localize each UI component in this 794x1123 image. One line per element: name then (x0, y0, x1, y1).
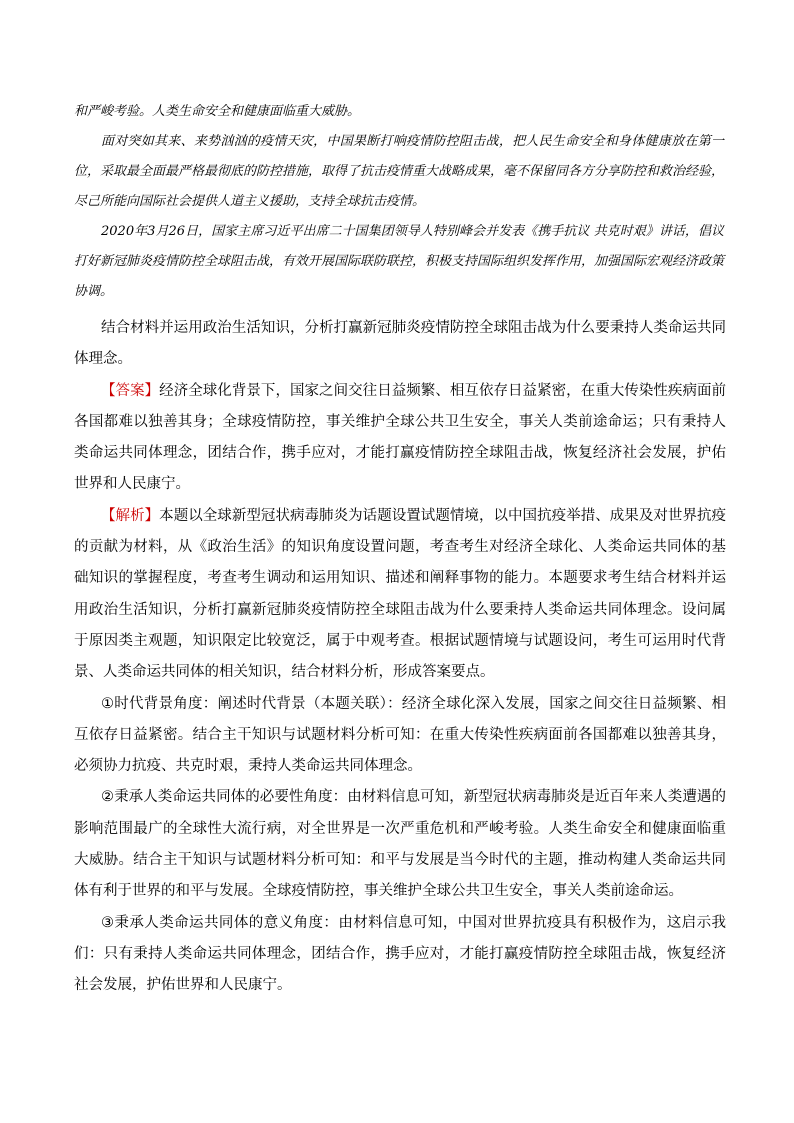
material-paragraph-2: 面对突如其来、来势汹汹的疫情天灾，中国果断打响疫情防控阻击战，把人民生命安全和身体健康放在第一位，采取最全面最严格最彻底的防控措施，取得了抗击疫情重大战略成果，毫不保留同各方分享防控和救治经验，尽己所能向国际社会提供人道主义援助，支持全球抗击疫情。 (74, 134, 725, 209)
material-block (74, 97, 724, 307)
analysis-tag: 【解析】 (101, 507, 160, 524)
answer-paragraph (74, 376, 726, 501)
answer-tag: 【答案】 (101, 382, 160, 399)
answer-text: 经济全球化背景下，国家之间交往日益频繁、相互依存日益紧密，在重大传染性疾病面前各国都难以独善其身；全球疫情防控，事关维护全球公共卫生安全，事关人类前途命运；只有秉持人类命运共同体理念，团结合作，携手应对，才能打赢疫情防控全球阻击战，恢复经济社会发展，护佑世界和人民康宁。 (74, 382, 727, 493)
analysis-point-1: ①时代背景角度：阐述时代背景（本题关联）：经济全球化深入发展，国家之间交往日益频繁、相互依存日益紧密。结合主干知识与试题材料分析可知：在重大传染性疾病面前各国都难以独善其身，必须协力抗疫、共克时艰，秉持人类命运共同体理念。 (74, 695, 726, 775)
question-answer-block (74, 313, 726, 1002)
question-text: 结合材料并运用政治生活知识，分析打赢新冠肺炎疫情防控全球阻击战为什么要秉持人类命运共同体理念。 (74, 320, 726, 368)
material-paragraph-3: 2020年3月26日，国家主席习近平出席二十国集团领导人特别峰会并发表《携手抗议 共克时艰》讲话，倡议打好新冠肺炎疫情防控全球阻击战，有效开展国际联防联控，积极支持国际组织发挥作用，加强国际宏观经济政策协调。 (74, 224, 725, 299)
analysis-point-3: ③秉承人类命运共同体的意义角度：由材料信息可知，中国对世界抗疫具有积极作为，这启示我们：只有秉持人类命运共同体理念，团结合作，携手应对，才能打赢疫情防控全球阻击战，恢复经济社会发展，护佑世界和人民康宁。 (74, 914, 726, 994)
analysis-point-2: ②秉承人类命运共同体的必要性角度：由材料信息可知，新型冠状病毒肺炎是近百年来人类遭遇的影响范围最广的全球性大流行病，对全世界是一次严重危机和严峻考验。人类生命安全和健康面临重大威胁。结合主干知识与试题材料分析可知：和平与发展是当今时代的主题，推动构建人类命运共同体有利于世界的和平与发展。全球疫情防控，事关维护全球公共卫生安全，事关人类前途命运。 (74, 789, 726, 900)
analysis-paragraph (74, 501, 726, 689)
material-paragraph-1: 和严峻考验。人类生命安全和健康面临重大威胁。 (74, 104, 361, 119)
analysis-text: 本题以全球新型冠状病毒肺炎为话题设置试题情境，以中国抗疫举措、成果及对世界抗疫的贡献为材料，从《政治生活》的知识角度设置问题，考查考生对经济全球化、人类命运共同体的基础知识的掌握程度，考查考生调动和运用知识、描述和阐释事物的能力。本题要求考生结合材料并运用政治生活知识，分析打赢新冠肺炎疫情防控全球阻击战为什么要秉持人类命运共同体理念。设问属于原因类主观题，知识限定比较宽泛，属于中观考查。根据试题情境与试题设问，考生可运用时代背景、人类命运共同体的相关知识，结合材料分析，形成答案要点。 (74, 507, 727, 681)
